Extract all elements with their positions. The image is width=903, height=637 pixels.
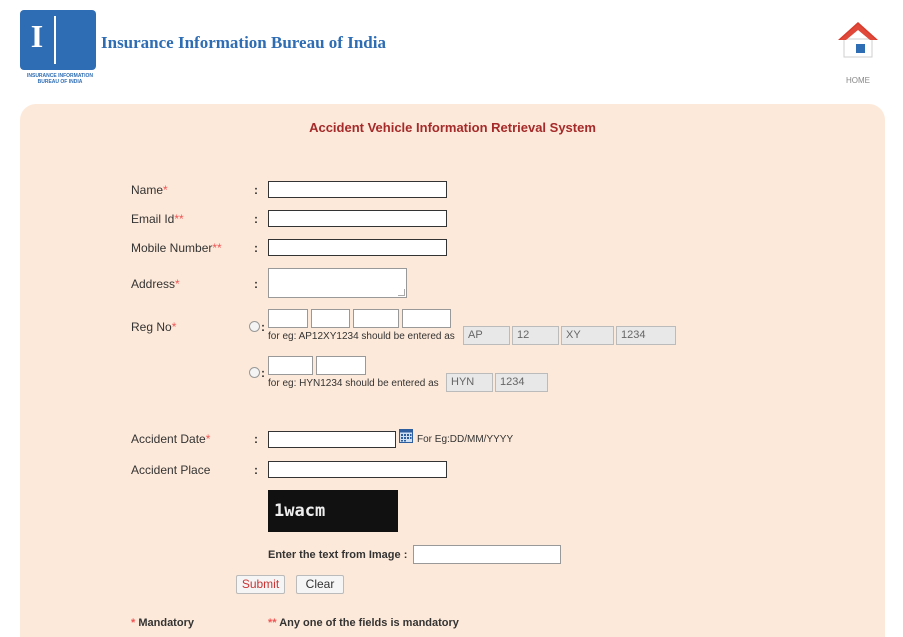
regno-format1-radio[interactable] xyxy=(249,321,260,332)
captcha-image: 1wacm xyxy=(268,490,398,532)
clear-button[interactable]: Clear xyxy=(296,575,344,594)
required-mark: * xyxy=(205,432,211,446)
home-icon xyxy=(836,20,880,60)
email-label xyxy=(131,212,184,226)
accident-date-label-text: Accident Date xyxy=(131,432,206,446)
logo-subtitle-line2: BUREAU OF INDIA xyxy=(37,79,83,85)
iib-logo xyxy=(20,10,100,90)
any-one-note xyxy=(268,617,459,629)
regno-state-input[interactable] xyxy=(268,309,308,328)
regno-label xyxy=(131,320,176,334)
email-input[interactable] xyxy=(268,210,447,227)
example-state: AP xyxy=(463,326,510,345)
regno-district-input[interactable] xyxy=(311,309,350,328)
colon: : xyxy=(254,241,258,255)
example-number: 1234 xyxy=(616,326,676,345)
colon: : xyxy=(254,463,258,477)
logo-subtitle-line1: INSURANCE INFORMATION xyxy=(26,73,93,79)
home-link[interactable] xyxy=(836,20,880,86)
regno2-number-input[interactable] xyxy=(316,356,366,375)
colon: : xyxy=(254,432,258,446)
any-one-mark: ** xyxy=(174,212,184,226)
accident-place-input[interactable] xyxy=(268,461,447,478)
regno-series-input[interactable] xyxy=(353,309,399,328)
address-label-text: Address xyxy=(131,277,176,291)
regno2-series-input[interactable] xyxy=(268,356,313,375)
calendar-icon[interactable] xyxy=(399,429,413,443)
colon: : xyxy=(261,366,265,380)
name-label xyxy=(131,183,168,197)
site-title: Insurance Information Bureau of India xyxy=(101,33,386,52)
form-title: Accident Vehicle Information Retrieval System xyxy=(309,120,596,135)
email-label-text: Email Id xyxy=(131,212,175,226)
regno-format2-radio[interactable] xyxy=(249,367,260,378)
address-label xyxy=(131,277,180,291)
mandatory-note xyxy=(131,617,194,629)
name-input[interactable] xyxy=(268,181,447,198)
resize-grip[interactable] xyxy=(398,289,405,296)
note-text: Any one of the fields is mandatory xyxy=(279,617,459,629)
name-label-text: Name xyxy=(131,183,164,197)
colon: : xyxy=(254,212,258,226)
note-mark: * xyxy=(131,617,136,629)
mobile-label xyxy=(131,241,222,255)
logo-letter: I xyxy=(30,18,44,54)
accident-place-label: Accident Place xyxy=(131,463,211,477)
address-textarea[interactable] xyxy=(268,268,407,298)
submit-button[interactable]: Submit xyxy=(236,575,285,594)
accident-date-input[interactable] xyxy=(268,431,396,448)
example-series: XY xyxy=(561,326,614,345)
colon: : xyxy=(254,183,258,197)
regno-format1-hint: for eg: AP12XY1234 should be entered as xyxy=(268,331,455,342)
regno-format2-hint: for eg: HYN1234 should be entered as xyxy=(268,378,439,389)
logo-divider xyxy=(54,16,56,64)
example2-series: HYN xyxy=(446,373,493,392)
mobile-label-text: Mobile Number xyxy=(131,241,213,255)
colon: : xyxy=(254,277,258,291)
example2-number: 1234 xyxy=(495,373,548,392)
any-one-mark: ** xyxy=(212,241,222,255)
required-mark: * xyxy=(171,320,177,334)
accident-date-hint: For Eg:DD/MM/YYYY xyxy=(417,434,514,445)
logo-subtitle xyxy=(20,73,100,85)
example-district: 12 xyxy=(512,326,559,345)
regno-label-text: Reg No xyxy=(131,320,172,334)
mobile-input[interactable] xyxy=(268,239,447,256)
note-text: Mandatory xyxy=(138,617,194,629)
accident-date-label xyxy=(131,432,210,446)
required-mark: * xyxy=(163,183,168,197)
regno-number-input[interactable] xyxy=(402,309,451,328)
note-mark: ** xyxy=(268,617,277,629)
required-mark: * xyxy=(175,277,180,291)
home-label: HOME xyxy=(846,76,870,85)
captcha-input[interactable] xyxy=(413,545,561,564)
colon: : xyxy=(261,320,265,334)
captcha-prompt: Enter the text from Image : xyxy=(268,549,408,561)
